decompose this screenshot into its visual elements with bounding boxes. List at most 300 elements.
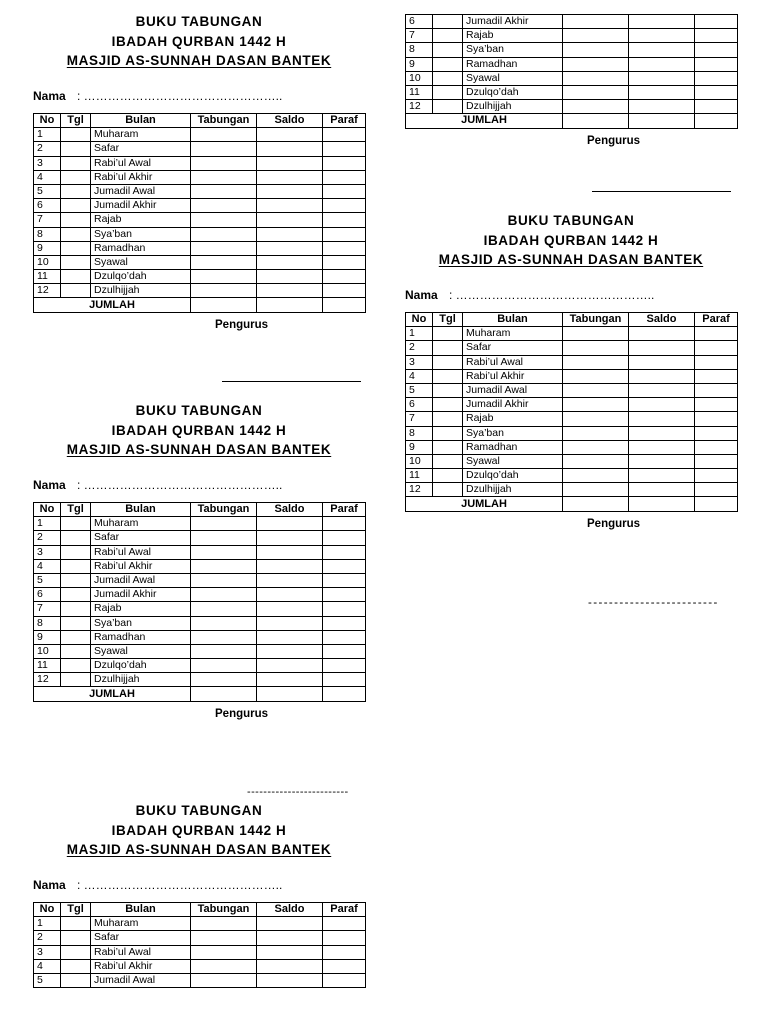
table-row: [406, 440, 738, 454]
savings-table-truncated: [33, 902, 366, 988]
cell-tgl: [61, 128, 91, 142]
jumlah-label-cell: JUMLAH: [34, 298, 191, 312]
cell-saldo: [257, 630, 323, 644]
cell-no: 4: [34, 959, 61, 973]
cell-saldo: [257, 156, 323, 170]
cell-tabungan: [191, 602, 257, 616]
cell-tgl: [61, 531, 91, 545]
cell-tgl: [61, 156, 91, 170]
cell-paraf: [323, 545, 366, 559]
name-dotted-field: : …………………………………………..: [77, 878, 283, 892]
cell-tabungan: [563, 454, 629, 468]
cell-tabungan: [563, 412, 629, 426]
jumlah-saldo-cell: [257, 687, 323, 701]
cell-tabungan: [191, 630, 257, 644]
signature-line-left: [222, 381, 361, 382]
cell-tgl: [433, 440, 463, 454]
form-title-line3-text: MASJID AS-SUNNAH DASAN BANTEK: [66, 842, 332, 857]
cell-no: 6: [34, 199, 61, 213]
cell-paraf: [323, 630, 366, 644]
cell-bulan: Syawal: [91, 644, 191, 658]
cell-paraf: [695, 454, 738, 468]
cell-no: 1: [34, 128, 61, 142]
jumlah-paraf-cell: [695, 497, 738, 511]
cell-paraf: [695, 483, 738, 497]
jumlah-saldo-cell: [257, 298, 323, 312]
cell-saldo: [629, 43, 695, 57]
jumlah-label-cell: JUMLAH: [34, 687, 191, 701]
cell-saldo: [629, 327, 695, 341]
jumlah-row: [34, 298, 366, 312]
cell-no: 5: [406, 383, 433, 397]
cell-paraf: [695, 15, 738, 29]
cell-tabungan: [563, 469, 629, 483]
jumlah-row: [406, 114, 738, 128]
cell-tabungan: [191, 270, 257, 284]
column-header-bulan: Bulan: [91, 903, 191, 917]
cell-bulan: Sya’ban: [91, 616, 191, 630]
cell-bulan: Dzulqo’dah: [91, 659, 191, 673]
cell-saldo: [629, 383, 695, 397]
cell-tgl: [61, 255, 91, 269]
cell-tabungan: [191, 959, 257, 973]
table-row: [34, 517, 366, 531]
cell-paraf: [695, 43, 738, 57]
cell-saldo: [257, 517, 323, 531]
cell-paraf: [323, 199, 366, 213]
column-header-saldo: Saldo: [257, 503, 323, 517]
cell-tabungan: [191, 156, 257, 170]
cell-tabungan: [191, 931, 257, 945]
cell-paraf: [323, 142, 366, 156]
cell-bulan: Syawal: [463, 71, 563, 85]
cell-bulan: Jumadil Awal: [91, 184, 191, 198]
cell-bulan: Syawal: [463, 454, 563, 468]
table-row: [34, 270, 366, 284]
pengurus-label: Pengurus: [587, 517, 641, 530]
cell-bulan: Muharam: [91, 917, 191, 931]
cell-tabungan: [563, 440, 629, 454]
cell-no: 2: [34, 531, 61, 545]
cell-paraf: [695, 29, 738, 43]
cell-tgl: [61, 227, 91, 241]
cell-bulan: Ramadhan: [91, 630, 191, 644]
cell-tabungan: [191, 170, 257, 184]
cell-saldo: [629, 100, 695, 114]
cell-paraf: [323, 959, 366, 973]
table-row: [406, 57, 738, 71]
cell-tgl: [433, 85, 463, 99]
cell-saldo: [257, 644, 323, 658]
cell-tgl: [433, 398, 463, 412]
column-header-tabungan: Tabungan: [191, 503, 257, 517]
jumlah-saldo-cell: [629, 497, 695, 511]
cell-bulan: Dzulhijjah: [91, 284, 191, 298]
name-label: Nama: [405, 288, 438, 302]
cell-tabungan: [191, 241, 257, 255]
cell-tabungan: [563, 85, 629, 99]
cell-saldo: [629, 85, 695, 99]
jumlah-saldo-cell: [629, 114, 695, 128]
cell-bulan: Dzulqo’dah: [91, 270, 191, 284]
cell-tgl: [433, 71, 463, 85]
table-row: [406, 43, 738, 57]
cell-bulan: Dzulqo’dah: [463, 85, 563, 99]
cell-tgl: [433, 100, 463, 114]
pengurus-label: Pengurus: [215, 318, 269, 331]
table-row: [34, 545, 366, 559]
cell-tgl: [61, 270, 91, 284]
cell-tabungan: [563, 341, 629, 355]
cell-saldo: [257, 931, 323, 945]
form-title-line3: [33, 53, 365, 68]
cell-paraf: [695, 383, 738, 397]
cell-no: 4: [34, 170, 61, 184]
cell-bulan: Safar: [463, 341, 563, 355]
form-title-line1: BUKU TABUNGAN: [507, 213, 635, 228]
table-row: [406, 327, 738, 341]
cell-paraf: [323, 213, 366, 227]
column-header-paraf: Paraf: [323, 903, 366, 917]
table-row: [34, 559, 366, 573]
cell-tabungan: [563, 71, 629, 85]
cell-no: 12: [34, 673, 61, 687]
cell-bulan: Rabi’ul Awal: [91, 945, 191, 959]
cell-no: 2: [34, 142, 61, 156]
cell-paraf: [695, 85, 738, 99]
cell-bulan: Safar: [91, 931, 191, 945]
cell-bulan: Safar: [91, 142, 191, 156]
table-row: [34, 588, 366, 602]
table-row: [34, 142, 366, 156]
table-row: [406, 369, 738, 383]
table-header-row: [34, 114, 366, 128]
column-header-paraf: Paraf: [695, 313, 738, 327]
cell-tabungan: [191, 199, 257, 213]
cell-paraf: [323, 917, 366, 931]
cell-tabungan: [191, 142, 257, 156]
cell-no: 7: [406, 412, 433, 426]
column-header-bulan: Bulan: [463, 313, 563, 327]
cell-tabungan: [191, 917, 257, 931]
jumlah-tabungan-cell: [191, 687, 257, 701]
cell-bulan: Rabi’ul Akhir: [91, 959, 191, 973]
cell-saldo: [257, 241, 323, 255]
form-title-line3-text: MASJID AS-SUNNAH DASAN BANTEK: [66, 53, 332, 68]
cell-saldo: [257, 917, 323, 931]
cell-bulan: Rajab: [91, 602, 191, 616]
cell-no: 8: [406, 426, 433, 440]
jumlah-paraf-cell: [695, 114, 738, 128]
cell-tabungan: [563, 426, 629, 440]
cell-paraf: [695, 469, 738, 483]
cell-paraf: [695, 426, 738, 440]
cell-saldo: [629, 29, 695, 43]
table-row: [34, 616, 366, 630]
cell-tabungan: [191, 517, 257, 531]
table-row: [34, 241, 366, 255]
cell-tabungan: [563, 327, 629, 341]
column-header-paraf: Paraf: [323, 114, 366, 128]
cell-tgl: [61, 184, 91, 198]
cell-no: 7: [34, 213, 61, 227]
cell-no: 9: [406, 57, 433, 71]
name-dotted-field: : …………………………………………..: [77, 89, 283, 103]
cell-saldo: [257, 213, 323, 227]
cell-paraf: [695, 440, 738, 454]
cell-paraf: [323, 973, 366, 987]
cell-no: 11: [406, 85, 433, 99]
column-header-paraf: Paraf: [323, 503, 366, 517]
name-dotted-field: : …………………………………………..: [449, 288, 655, 302]
cell-paraf: [695, 57, 738, 71]
cell-no: 2: [406, 341, 433, 355]
cell-tabungan: [563, 29, 629, 43]
cell-bulan: Rabi’ul Awal: [91, 156, 191, 170]
column-header-tabungan: Tabungan: [563, 313, 629, 327]
cell-tabungan: [191, 945, 257, 959]
cell-paraf: [323, 931, 366, 945]
cell-bulan: Ramadhan: [91, 241, 191, 255]
cell-no: 8: [34, 227, 61, 241]
cell-bulan: Muharam: [463, 327, 563, 341]
savings-table: [405, 312, 738, 512]
cell-no: 6: [34, 588, 61, 602]
cell-paraf: [323, 644, 366, 658]
table-row: [406, 100, 738, 114]
cell-saldo: [257, 673, 323, 687]
qurban-form-copy-1: [33, 14, 365, 331]
cell-tabungan: [191, 673, 257, 687]
cell-bulan: Dzulhijjah: [463, 483, 563, 497]
table-row: [34, 284, 366, 298]
cell-tgl: [433, 383, 463, 397]
column-header-saldo: Saldo: [629, 313, 695, 327]
cell-paraf: [323, 945, 366, 959]
cell-paraf: [323, 241, 366, 255]
cell-no: 1: [406, 327, 433, 341]
table-row: [34, 659, 366, 673]
cell-tgl: [61, 142, 91, 156]
cell-no: 10: [406, 71, 433, 85]
cell-paraf: [323, 673, 366, 687]
column-header-tgl: Tgl: [433, 313, 463, 327]
form-title-line2: IBADAH QURBAN 1442 H: [483, 232, 659, 248]
cell-saldo: [629, 440, 695, 454]
cell-tgl: [61, 644, 91, 658]
cell-paraf: [323, 588, 366, 602]
cell-no: 1: [34, 917, 61, 931]
cell-tabungan: [191, 545, 257, 559]
table-row: [34, 917, 366, 931]
cell-tgl: [61, 945, 91, 959]
table-header-row: [34, 503, 366, 517]
table-row: [406, 426, 738, 440]
cell-tgl: [61, 917, 91, 931]
cell-tgl: [433, 369, 463, 383]
name-line: [405, 288, 737, 302]
column-header-no: No: [34, 503, 61, 517]
cell-paraf: [695, 327, 738, 341]
table-row: [34, 255, 366, 269]
table-row: [34, 199, 366, 213]
table-row: [406, 71, 738, 85]
cell-tabungan: [563, 57, 629, 71]
cell-saldo: [629, 341, 695, 355]
form-title-line1: BUKU TABUNGAN: [135, 14, 263, 29]
cell-saldo: [257, 959, 323, 973]
name-line: [33, 878, 365, 892]
cell-tgl: [61, 241, 91, 255]
cell-tgl: [61, 630, 91, 644]
cell-saldo: [257, 284, 323, 298]
cell-saldo: [257, 142, 323, 156]
cell-saldo: [629, 369, 695, 383]
name-label: Nama: [33, 478, 66, 492]
table-row: [406, 85, 738, 99]
cell-paraf: [323, 573, 366, 587]
cell-bulan: Rabi’ul Akhir: [91, 559, 191, 573]
cell-bulan: Jumadil Akhir: [463, 398, 563, 412]
jumlah-label-cell: JUMLAH: [406, 114, 563, 128]
cell-saldo: [257, 184, 323, 198]
cell-tgl: [433, 43, 463, 57]
cell-bulan: Muharam: [91, 517, 191, 531]
cell-paraf: [323, 517, 366, 531]
cell-no: 1: [34, 517, 61, 531]
cell-paraf: [323, 284, 366, 298]
cell-bulan: Jumadil Akhir: [91, 199, 191, 213]
cell-bulan: Dzulhijjah: [463, 100, 563, 114]
cell-tgl: [61, 659, 91, 673]
cell-bulan: Sya’ban: [463, 43, 563, 57]
table-row: [34, 184, 366, 198]
cell-bulan: Jumadil Akhir: [463, 15, 563, 29]
cell-saldo: [629, 71, 695, 85]
cell-no: 7: [34, 602, 61, 616]
cell-saldo: [257, 128, 323, 142]
jumlah-paraf-cell: [323, 298, 366, 312]
cell-no: 2: [34, 931, 61, 945]
cell-paraf: [323, 170, 366, 184]
cell-tgl: [61, 959, 91, 973]
savings-table-continuation: [405, 14, 738, 129]
cell-tgl: [61, 517, 91, 531]
cell-paraf: [323, 616, 366, 630]
form-title-line1: BUKU TABUNGAN: [135, 803, 263, 818]
cell-paraf: [323, 128, 366, 142]
cell-bulan: Ramadhan: [463, 57, 563, 71]
qurban-form-continuation: [405, 14, 737, 147]
cell-tabungan: [191, 531, 257, 545]
savings-table: [33, 113, 366, 313]
cell-tabungan: [563, 355, 629, 369]
cell-paraf: [695, 369, 738, 383]
jumlah-label-cell: JUMLAH: [406, 497, 563, 511]
cell-bulan: Sya’ban: [463, 426, 563, 440]
cell-saldo: [257, 588, 323, 602]
cell-saldo: [257, 559, 323, 573]
cell-bulan: Ramadhan: [463, 440, 563, 454]
cell-bulan: Rajab: [463, 412, 563, 426]
column-header-no: No: [406, 313, 433, 327]
form-title-line1: BUKU TABUNGAN: [135, 403, 263, 418]
cell-saldo: [257, 199, 323, 213]
signature-line-right: [592, 191, 731, 192]
table-row: [34, 973, 366, 987]
cell-bulan: Jumadil Awal: [91, 973, 191, 987]
column-header-saldo: Saldo: [257, 114, 323, 128]
jumlah-paraf-cell: [323, 687, 366, 701]
cell-paraf: [695, 412, 738, 426]
cell-tabungan: [563, 483, 629, 497]
cell-no: 9: [34, 241, 61, 255]
cell-no: 4: [406, 369, 433, 383]
table-row: [406, 355, 738, 369]
cell-saldo: [257, 270, 323, 284]
table-row: [34, 673, 366, 687]
cell-tgl: [433, 57, 463, 71]
column-header-bulan: Bulan: [91, 503, 191, 517]
table-row: [406, 29, 738, 43]
cell-saldo: [257, 170, 323, 184]
column-header-saldo: Saldo: [257, 903, 323, 917]
cell-tabungan: [191, 128, 257, 142]
name-line: [33, 478, 365, 492]
name-dotted-field: : …………………………………………..: [77, 478, 283, 492]
cell-tgl: [433, 412, 463, 426]
table-row: [34, 959, 366, 973]
cell-tgl: [61, 573, 91, 587]
table-row: [34, 931, 366, 945]
cell-saldo: [257, 573, 323, 587]
cell-no: 3: [34, 545, 61, 559]
cell-bulan: Jumadil Awal: [463, 383, 563, 397]
table-row: [34, 602, 366, 616]
table-row: [406, 383, 738, 397]
table-row: [34, 156, 366, 170]
cell-saldo: [629, 15, 695, 29]
cell-paraf: [323, 531, 366, 545]
table-row: [406, 483, 738, 497]
cell-bulan: Rajab: [463, 29, 563, 43]
cell-tabungan: [191, 616, 257, 630]
table-row: [34, 170, 366, 184]
cell-tgl: [433, 426, 463, 440]
cell-no: 5: [34, 573, 61, 587]
jumlah-row: [34, 687, 366, 701]
cell-tgl: [61, 588, 91, 602]
cell-paraf: [695, 71, 738, 85]
form-title-line3: [405, 252, 737, 267]
column-header-tgl: Tgl: [61, 503, 91, 517]
cell-tabungan: [563, 383, 629, 397]
cell-no: 12: [406, 483, 433, 497]
cell-tgl: [61, 170, 91, 184]
cell-paraf: [695, 341, 738, 355]
cell-bulan: Rajab: [91, 213, 191, 227]
cell-tgl: [61, 545, 91, 559]
column-header-tabungan: Tabungan: [191, 903, 257, 917]
cell-paraf: [323, 184, 366, 198]
cell-saldo: [257, 973, 323, 987]
cell-tabungan: [191, 659, 257, 673]
cell-bulan: Rabi’ul Akhir: [463, 369, 563, 383]
jumlah-tabungan-cell: [563, 114, 629, 128]
cell-tgl: [433, 327, 463, 341]
cell-tgl: [433, 454, 463, 468]
cell-no: 9: [406, 440, 433, 454]
